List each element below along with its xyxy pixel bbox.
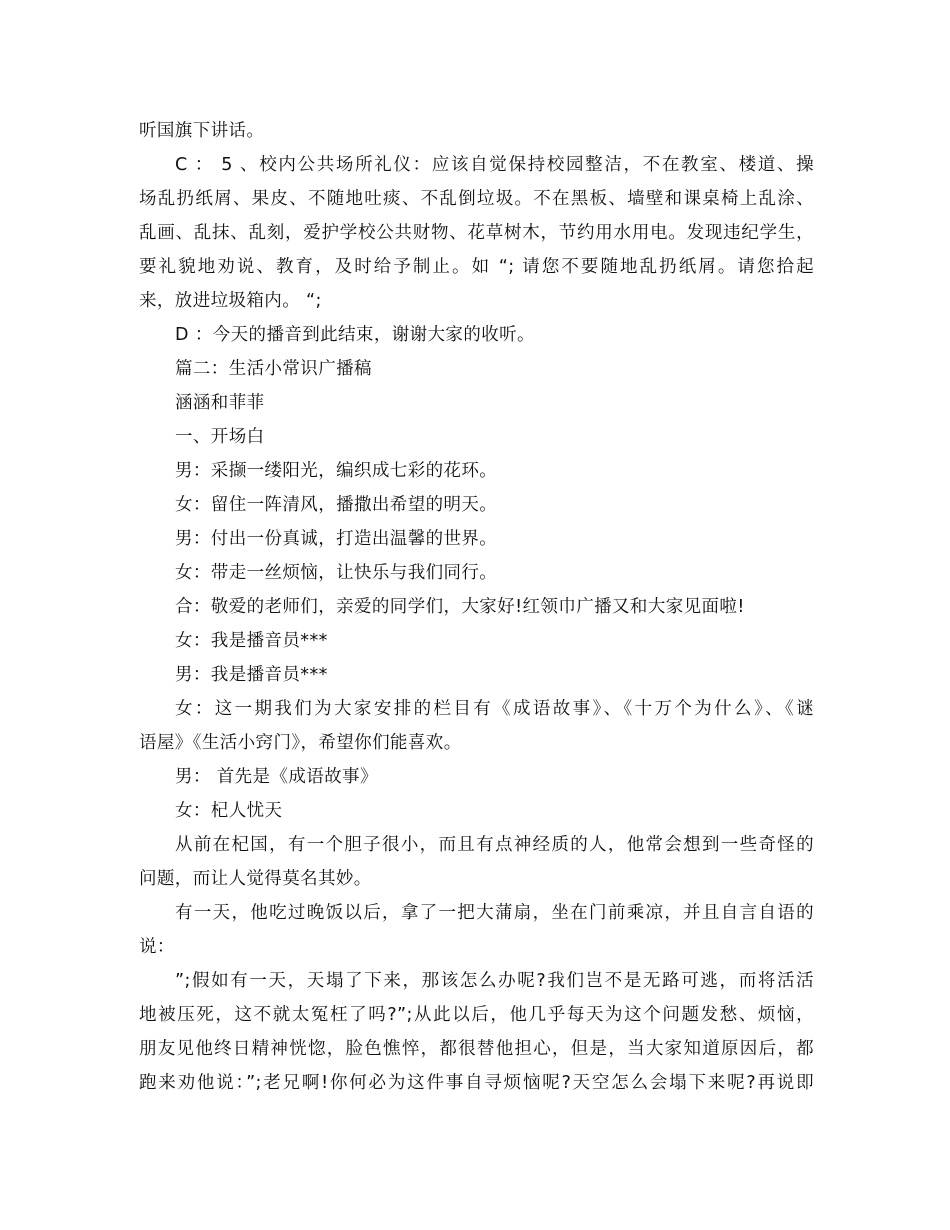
text-line: 男：采撷一缕阳光，编织成七彩的花环。	[175, 461, 498, 481]
text-line: 问题，而让人觉得莫名其妙。	[139, 869, 372, 889]
text-line: 男： 首先是《成语故事》	[175, 767, 378, 787]
text-line: 场乱扔纸屑、果皮、不随地吐痰、不乱倒垃圾。不在黑板、墙壁和课桌椅上乱涂、	[139, 189, 814, 209]
text-line: 一、开场白	[175, 427, 265, 447]
text-line: 女：杞人忧天	[175, 801, 283, 821]
text-line: 乱画、乱抹、乱刻，爱护学校公共财物、花草树木，节约用水用电。发现违纪学生，	[139, 223, 814, 243]
text-line: 跑来劝他说：”;老兄啊!你何必为这件事自寻烦恼呢?天空怎么会塌下来呢?再说即	[139, 1073, 814, 1093]
body-text	[139, 114, 814, 1100]
text-line: 从前在杞国，有一个胆子很小，而且有点神经质的人，他常会想到一些奇怪的	[175, 835, 814, 855]
text-line: 女：我是播音员***	[175, 631, 328, 651]
text-line: 女：这一期我们为大家安排的栏目有《成语故事》、《十万个为什么》、《谜	[175, 699, 814, 719]
text-line: 涵涵和菲菲	[175, 393, 265, 413]
text-line: 男：付出一份真诚，打造出温馨的世界。	[175, 529, 498, 549]
text-line: D ：今天的播音到此结束，谢谢大家的收听。	[175, 325, 535, 345]
text-line: 朋友见他终日精神恍惚，脸色憔悴，都很替他担心，但是，当大家知道原因后，都	[139, 1039, 814, 1059]
text-line: 女：带走一丝烦恼，让快乐与我们同行。	[175, 563, 498, 583]
text-line: 有一天，他吃过晚饭以后，拿了一把大蒲扇，坐在门前乘凉，并且自言自语的	[175, 903, 814, 923]
text-line: 男：我是播音员***	[175, 665, 328, 685]
text-line: C ： 5 、校内公共场所礼仪：应该自觉保持校园整洁，不在教室、楼道、操	[175, 155, 814, 175]
text-line: 听国旗下讲话。	[139, 121, 265, 141]
text-line: 合：敬爱的老师们，亲爱的同学们，大家好!红领巾广播又和大家见面啦!	[175, 597, 745, 617]
text-line: 篇二：生活小常识广播稿	[175, 359, 372, 379]
text-line: 语屋》《生活小窍门》，希望你们能喜欢。	[139, 733, 462, 753]
text-line: 地被压死，这不就太冤枉了吗?”;从此以后，他几乎每天为这个问题发愁、烦恼，	[139, 1005, 814, 1025]
text-line: 女：留住一阵清风，播撒出希望的明天。	[175, 495, 498, 515]
text-line: 要礼貌地劝说、教育，及时给予制止。如 “; 请您不要随地乱扔纸屑。请您拾起	[139, 257, 814, 277]
text-line: 说：	[139, 937, 175, 957]
text-line: 来，放进垃圾箱内。 “;	[139, 291, 322, 311]
text-line: ”;假如有一天，天塌了下来，那该怎么办呢?我们岂不是无路可逃，而将活活	[175, 971, 814, 991]
